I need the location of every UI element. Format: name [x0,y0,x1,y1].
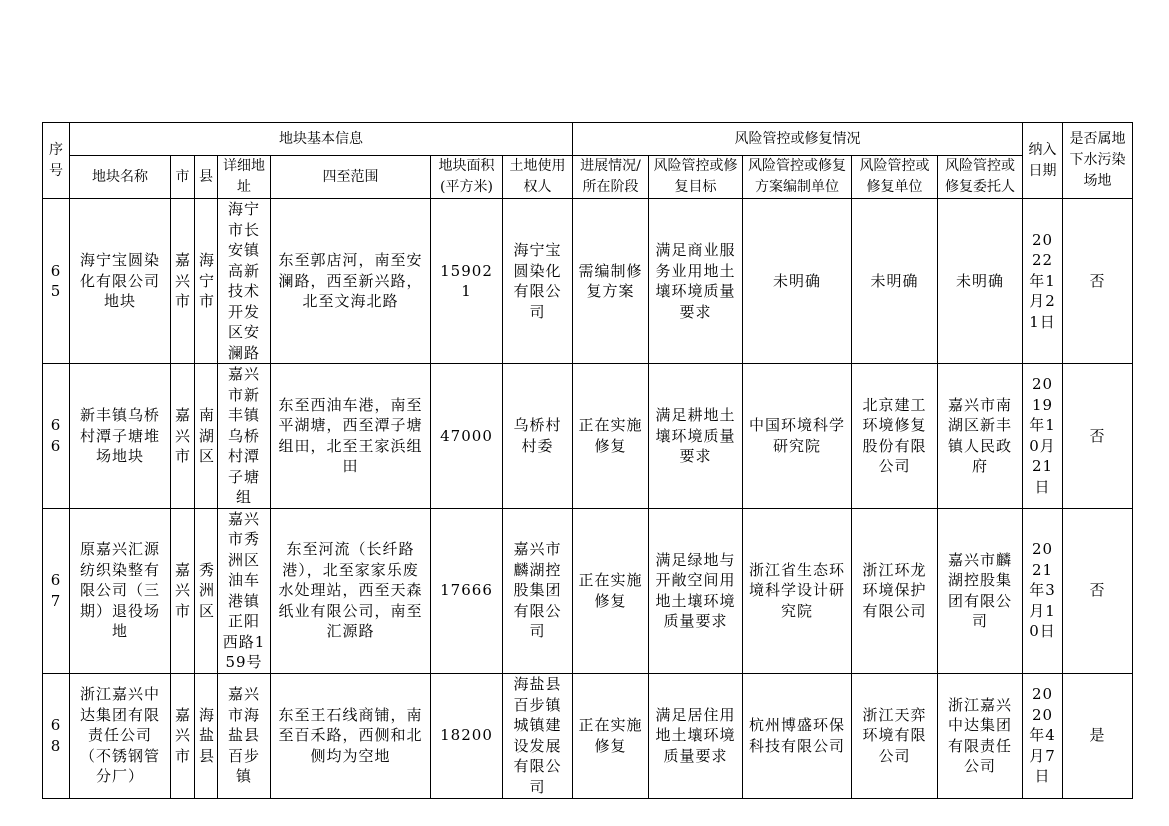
cell-county: 海盐县 [195,673,218,798]
table-row-65 [43,199,1133,364]
cell-client: 嘉兴市南湖区新丰镇人民政府 [938,364,1023,509]
header-plan-unit: 风险管控或修复方案编制单位 [743,156,852,199]
cell-progress: 正在实施修复 [573,508,649,673]
cell-area: 159021 [431,199,503,364]
cell-repair-unit: 浙江天弈环境有限公司 [852,673,938,798]
cell-groundwater: 是 [1063,673,1133,798]
cell-county: 秀洲区 [195,508,218,673]
cell-serial: 68 [43,673,70,798]
header-row-columns [43,156,1133,199]
cell-parcel-name: 海宁宝圆染化有限公司地块 [70,199,171,364]
cell-land-owner: 嘉兴市麟湖控股集团有限公司 [503,508,573,673]
cell-area: 47000 [431,364,503,509]
cell-bounds: 东至郭店河，南至安澜路，西至新兴路，北至文海北路 [271,199,431,364]
cell-repair-unit: 北京建工环境修复股份有限公司 [852,364,938,509]
header-bounds: 四至范围 [271,156,431,199]
header-row-groups [43,123,1133,156]
cell-plan-unit: 杭州博盛环保科技有限公司 [743,673,852,798]
cell-city: 嘉兴市 [171,364,195,509]
header-city: 市 [171,156,195,199]
header-groundwater: 是否属地下水污染场地 [1063,123,1133,199]
cell-bounds: 东至王石线商铺，南至百禾路，西侧和北侧均为空地 [271,673,431,798]
header-group-basic-info: 地块基本信息 [70,123,573,156]
cell-plan-unit: 中国环境科学研究院 [743,364,852,509]
cell-repair-unit: 未明确 [852,199,938,364]
header-serial: 序号 [43,123,70,199]
cell-target: 满足商业服务业用地土壤环境质量要求 [649,199,743,364]
cell-parcel-name: 新丰镇乌桥村潭子塘堆场地块 [70,364,171,509]
cell-groundwater: 否 [1063,364,1133,509]
cell-land-owner: 海宁宝圆染化有限公司 [503,199,573,364]
cell-parcel-name: 原嘉兴汇源纺织染整有限公司（三期）退役场地 [70,508,171,673]
cell-inclusion-date: 2021年3月10日 [1023,508,1063,673]
cell-progress: 需编制修复方案 [573,199,649,364]
cell-client: 浙江嘉兴中达集团有限责任公司 [938,673,1023,798]
cell-inclusion-date: 2019年10月21日 [1023,364,1063,509]
cell-plan-unit: 未明确 [743,199,852,364]
cell-address: 嘉兴市海盐县百步镇 [218,673,271,798]
table-row-66 [43,364,1133,509]
cell-serial: 66 [43,364,70,509]
cell-plan-unit: 浙江省生态环境科学设计研究院 [743,508,852,673]
cell-inclusion-date: 2020年4月7日 [1023,673,1063,798]
cell-target: 满足居住用地土壤环境质量要求 [649,673,743,798]
cell-area: 17666 [431,508,503,673]
cell-client: 未明确 [938,199,1023,364]
header-county: 县 [195,156,218,199]
cell-groundwater: 否 [1063,508,1133,673]
header-inclusion-date: 纳入日期 [1023,123,1063,199]
cell-county: 南湖区 [195,364,218,509]
cell-serial: 67 [43,508,70,673]
cell-parcel-name: 浙江嘉兴中达集团有限责任公司（不锈钢管分厂） [70,673,171,798]
cell-city: 嘉兴市 [171,199,195,364]
land-parcel-table [42,122,1133,799]
cell-area: 18200 [431,673,503,798]
cell-progress: 正在实施修复 [573,673,649,798]
cell-bounds: 东至西油车港，南至平湖塘，西至潭子塘组田，北至王家浜组田 [271,364,431,509]
cell-repair-unit: 浙江环龙环境保护有限公司 [852,508,938,673]
cell-inclusion-date: 2022年1月21日 [1023,199,1063,364]
cell-client: 嘉兴市麟湖控股集团有限公司 [938,508,1023,673]
header-land-owner: 土地使用权人 [503,156,573,199]
cell-land-owner: 乌桥村村委 [503,364,573,509]
cell-address: 嘉兴市新丰镇乌桥村潭子塘组 [218,364,271,509]
cell-address: 嘉兴市秀洲区油车港镇正阳西路159号 [218,508,271,673]
header-area: 地块面积(平方米) [431,156,503,199]
cell-progress: 正在实施修复 [573,364,649,509]
header-target: 风险管控或修复目标 [649,156,743,199]
cell-target: 满足绿地与开敞空间用地土壤环境质量要求 [649,508,743,673]
table-row-68 [43,673,1133,798]
cell-land-owner: 海盐县百步镇城镇建设发展有限公司 [503,673,573,798]
table-row-67 [43,508,1133,673]
cell-city: 嘉兴市 [171,508,195,673]
header-client: 风险管控或修复委托人 [938,156,1023,199]
cell-bounds: 东至河流（长纤路港），北至家家乐废水处理站，西至天森纸业有限公司，南至汇源路 [271,508,431,673]
cell-city: 嘉兴市 [171,673,195,798]
cell-county: 海宁市 [195,199,218,364]
cell-serial: 65 [43,199,70,364]
cell-target: 满足耕地土壤环境质量要求 [649,364,743,509]
header-parcel-name: 地块名称 [70,156,171,199]
header-repair-unit: 风险管控或修复单位 [852,156,938,199]
cell-groundwater: 否 [1063,199,1133,364]
cell-address: 海宁市长安镇高新技术开发区安澜路 [218,199,271,364]
header-group-risk-control: 风险管控或修复情况 [573,123,1023,156]
header-address: 详细地址 [218,156,271,199]
header-progress: 进展情况/所在阶段 [573,156,649,199]
